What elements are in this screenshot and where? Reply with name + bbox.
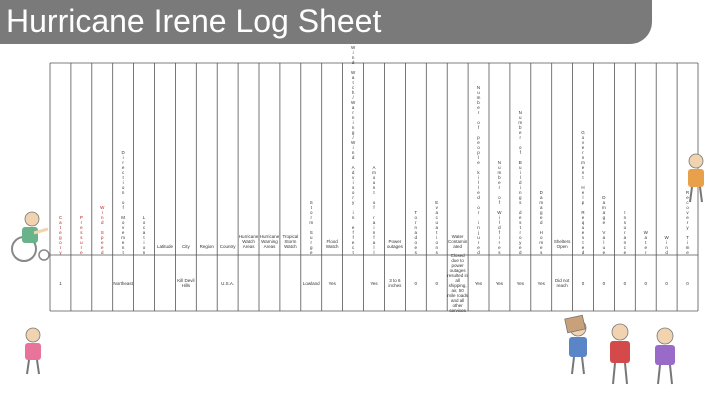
column-header-label: D a m a g e V a l u e (602, 195, 606, 255)
column-header-label: W i n d W a t c h / W a r n i n g / W i n d A d v i s o r y i n e f f e c t (350, 45, 356, 255)
column-value: U.S.A. (221, 280, 235, 286)
column-value (343, 255, 364, 311)
slide-title: Hurricane Irene Log Sheet (6, 3, 382, 39)
column-header (322, 63, 343, 255)
column-header (113, 63, 134, 255)
column-value: 0 (623, 280, 627, 286)
child-figure-right-orange (678, 152, 714, 204)
child-figure-left-pink (16, 326, 50, 376)
column-header-label: Latitude (156, 244, 173, 249)
column-header (71, 63, 92, 255)
column-header-label: Hurricane Watch Areas (238, 234, 259, 249)
column-value: Yes (495, 280, 504, 286)
column-header-label: C a t e g o r y (58, 215, 63, 255)
column-header-label: Power outages (386, 239, 403, 249)
column-header (552, 63, 573, 255)
column-value (92, 255, 113, 311)
column-header (447, 63, 468, 255)
column-value (259, 255, 280, 311)
column-header-label: N u m b e r o f W i l d f i r e s (497, 160, 502, 255)
column-value (134, 255, 155, 311)
column-header-label: A m o u n t o f r a i n f a l l (372, 165, 376, 255)
column-header-label: W a t e r (643, 230, 648, 255)
column-header (196, 63, 217, 255)
child-figure-wheelchair (4, 205, 56, 265)
column-value (155, 255, 176, 311)
column-header (343, 45, 364, 255)
column-header (259, 63, 280, 255)
column-header (635, 63, 656, 255)
column-value: Lowland (302, 280, 320, 286)
column-header (175, 63, 196, 255)
column-header (531, 63, 552, 255)
column-value: 0 (665, 280, 668, 286)
column-header (593, 63, 614, 255)
column-value (196, 255, 217, 311)
column-value (238, 255, 259, 311)
column-value: Yes (370, 280, 378, 286)
column-header-label: T o r n a d o e s (414, 210, 418, 255)
title-bar (0, 0, 652, 44)
column-value (71, 255, 92, 311)
box-icon (563, 314, 587, 334)
column-header (573, 63, 594, 255)
column-header (217, 63, 238, 255)
column-header-label: S t o r m S u r g e (309, 200, 314, 255)
column-header-label: Country (219, 244, 236, 249)
column-header (489, 63, 510, 255)
column-header (92, 63, 113, 255)
column-header-label: D i r e c t i o n o f M o v e m e n t (121, 150, 126, 255)
column-value: 0 (644, 280, 647, 286)
column-header (301, 63, 322, 255)
column-header-label: Shelters Open (553, 239, 571, 249)
column-header (384, 63, 405, 255)
column-header-label: G o v e r n m e n t H e l p R e q u e s t e d (581, 130, 585, 255)
column-value: 0 (686, 280, 689, 286)
column-value: Closed due to power outages resulted in all shipping, air, 50 mile roads and all other services (447, 253, 468, 313)
column-header-label: Hurricane Warning Areas (259, 234, 280, 249)
column-value: 0 (602, 280, 606, 286)
column-value: Did not reach (554, 278, 570, 288)
column-value: 1 (59, 280, 62, 286)
column-header-label: E v a c u a t i o n s (435, 200, 439, 255)
column-value: 0 (435, 280, 438, 286)
column-value: 3 to 6 inches (388, 278, 402, 288)
column-header-label: Region (199, 244, 214, 249)
column-header-label: N u m b e r o f p e o p l e k i l l e d o r i n j u r e d (476, 85, 481, 255)
column-value: 0 (414, 280, 418, 286)
column-value: Yes (516, 280, 524, 286)
column-header (364, 63, 385, 255)
column-header-label: Flood Watch (325, 239, 339, 249)
column-header (280, 63, 301, 255)
column-header-label: City (181, 244, 190, 249)
column-value: 0 (581, 280, 585, 286)
child-figure-right-red (600, 322, 640, 388)
column-header-label: W i n d S p e e d (100, 205, 105, 255)
column-header (426, 63, 447, 255)
column-header-label: R e c o v e r y T i m e (685, 190, 690, 255)
column-header-label: N u m b e r o f B u i l d i n g s d e s t r o y e d (518, 110, 523, 255)
column-header (134, 63, 155, 255)
column-header-label: L o c a t i o n (142, 215, 146, 255)
column-header-label: W i n d (664, 235, 669, 255)
column-header-label: I n s u r a n c e (623, 210, 627, 255)
column-header (155, 63, 176, 255)
column-header-label: Water Contaminated (447, 234, 468, 249)
column-value: Yes (537, 280, 545, 286)
child-figure-right-purple (646, 326, 684, 388)
column-header-label: D a m a g e d H o m e s (539, 190, 544, 255)
column-header (405, 63, 426, 255)
column-value: Yes (328, 280, 336, 286)
column-header (614, 63, 635, 255)
column-value: Kill Devil Hills (177, 278, 195, 288)
column-header (656, 63, 677, 255)
column-header (238, 63, 259, 255)
column-value: Yes (474, 280, 483, 286)
column-header (510, 63, 531, 255)
log-sheet-table (50, 45, 698, 313)
column-header-label: Tropical Storm Watch (282, 234, 299, 249)
column-header (468, 63, 489, 255)
column-value: Northeast (113, 280, 133, 286)
column-value (280, 255, 301, 311)
column-header-label: P r e s s u r e (79, 215, 83, 255)
